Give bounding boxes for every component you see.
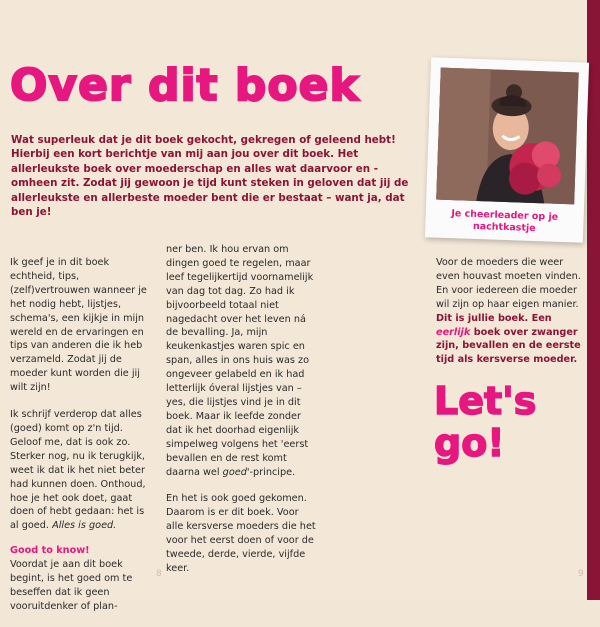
text-column-2 (166, 243, 316, 589)
page-number-left: 8 (156, 569, 162, 579)
text-column-3 (436, 256, 586, 380)
paragraph: ner ben. Ik hou ervan om dingen goed te regelen, maar leef tegelijkertijd voornamelijk van dag tot dag. Zo had ik bijvoorbeeld totaal niet nagedacht over het leven ná de bevalling. Ja, mijn keukenkastjes waren spic en span, alles in ons huis was zo ongeveer gelabeld en ik had letterlijk óveral lijstjes van – yes, die lijstjes vind je in dit boek. Maar ik leefde zonder dat ik het doorhad eigenlijk simpelweg volgens het 'eerst bevallen en de rest komt daarna wel goed'-principe. (166, 244, 314, 478)
italic-text: goed (222, 466, 247, 478)
highlight-paragraph: Dit is jullie boek. Een eerlijk boek over zwanger zijn, bevallen en de eerste tijd als kersverse moeder. (436, 312, 581, 366)
page-title: Over dit boek (10, 60, 360, 111)
intro-paragraph: Wat superleuk dat je dit boek gekocht, gekregen of geleend hebt! Hierbij een kort berichtje van mij aan jou over dit boek. Het allerleukste boek over moederschap en alles wat daarvoor en -omheen zit. Zodat jij gewoon je tijd kunt steken in geloven dat jij de allerleukste en allerbeste moeder bent die er bestaat – want ja, dat ben je! (11, 134, 409, 219)
polaroid-photo (425, 57, 589, 242)
paragraph: Voor de moeders die weer even houvast moeten vinden. En voor iedereen die moeder wil zijn op haar eigen manier. (436, 257, 581, 310)
portrait-photo (436, 68, 579, 205)
italic-text: Alles is goed. (52, 520, 117, 532)
page-edge (587, 0, 600, 600)
text-column-1 (10, 256, 150, 627)
portrait-illustration (436, 68, 579, 205)
paragraph: En het is ook goed gekomen. Daarom is er dit boek. Voor alle kersverse moeders die het voor het eerst doen of voor de tweede, derde, vierde, vijfde keer. (166, 493, 316, 574)
photo-caption: Je cheerleader op je nachtkastje (451, 208, 559, 235)
paragraph: Ik geef je in dit boek echtheid, tips, (zelf)vertrouwen wanneer je het nodig hebt, lijstjes, schema's, een kijkje in mijn wereld en de ervaringen en tips van anderen die ik heb verzameld. Zodat jij de moeder kunt worden die jij wilt zijn! (10, 257, 147, 394)
lets-go-heading: Let's go! (434, 379, 537, 465)
page-number-right: 9 (578, 569, 584, 579)
italic-text: eerlijk (436, 326, 471, 338)
paragraph: Ik schrijf verderop dat alles (goed) komt op z'n tijd. Geloof me, dat is ook zo. Sterker nog, nu ik terugkijk, weet ik dat ik het niet beter had kunnen doen. Onthoud, hoe je het ook doet, gaat doen of hebt gedaan: het is al goed. Alles is goed. (10, 409, 146, 532)
paragraph: Good to know! Voordat je aan dit boek begint, is het goed om te beseffen dat ik geen vooruitdenker of plan- (10, 544, 150, 614)
subheading: Good to know! (10, 545, 90, 557)
